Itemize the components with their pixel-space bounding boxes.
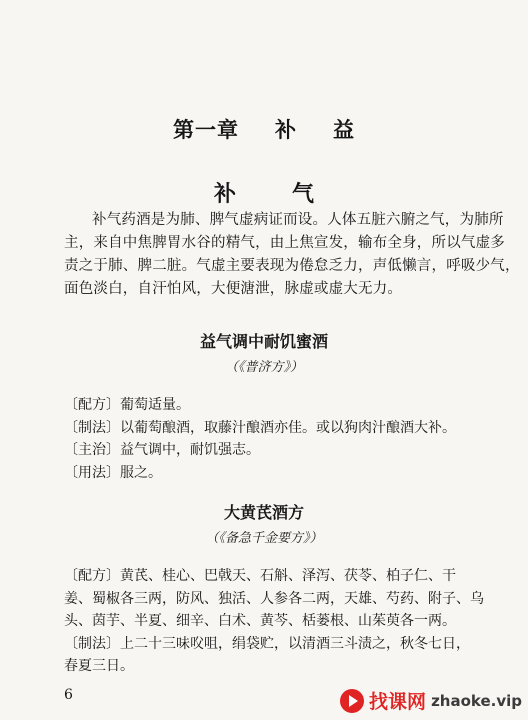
intro-line: 主，来自中焦脾胃水谷的精气，由上焦宣发，输布全身，所以气虚多: [64, 235, 505, 251]
section-char-1: 补: [213, 182, 236, 207]
chapter-label: 第一章: [173, 118, 239, 142]
chapter-word-2: 益: [333, 118, 355, 142]
chapter-title: [0, 114, 528, 144]
intro-line: 责之于肺、脾二脏。气虚主要表现为倦怠乏力，声低懒言，呼吸少气，: [64, 258, 520, 274]
chapter-word-1: 补: [275, 118, 297, 142]
recipe-2-source: （《备急千金要方》）: [205, 531, 323, 546]
recipe-2-title: 大黄芪酒方: [223, 503, 304, 522]
recipe-1-entries: [64, 394, 474, 484]
recipe-2-line: 〔制法〕上二十三味㕮咀，绢袋贮，以清酒三斗渍之，秋冬七日，: [64, 635, 470, 652]
section-char-2: 气: [292, 182, 315, 207]
recipe-1-usage: 〔用法〕服之。: [64, 464, 162, 481]
watermark: [340, 687, 522, 714]
recipe-1-ingredients: 〔配方〕葡萄适量。: [64, 397, 190, 413]
recipe-2-line: 头、茵芋、半夏、细辛、白术、黄芩、栝蒌根、山茱萸各一两。: [64, 613, 456, 629]
intro-paragraph: [64, 209, 520, 301]
recipe-1-source: （《普济方》）: [224, 360, 303, 375]
recipe-1-indication: 〔主治〕益气调中，耐饥强志。: [64, 442, 260, 458]
recipe-2-line: 春夏三日。: [64, 658, 134, 674]
recipe-1-title: 益气调中耐饥蜜酒: [199, 332, 328, 351]
page-number: 6: [64, 687, 73, 703]
recipe-2-line: 姜、蜀椒各三两，防风、独活、人参各二两，天雄、芍药、附子、乌: [64, 590, 484, 607]
section-title: [0, 177, 528, 208]
recipe-1-method: 〔制法〕以葡萄酿酒，取藤汁酿酒亦佳。或以狗肉汁酿酒大补。: [64, 419, 456, 436]
watermark-url: zhaoke.vip: [431, 691, 522, 710]
intro-line: 面色淡白，自汗怕风，大便溏泄，脉虚或虚大无力。: [64, 281, 403, 297]
recipe-2-line: 〔配方〕黄芪、桂心、巴戟天、石斛、泽泻、茯苓、柏子仁、干: [64, 568, 456, 584]
play-logo-icon: [340, 689, 364, 713]
intro-line: 补气药酒是为肺、脾气虚病证而设。人体五脏六腑之气，为肺所: [92, 212, 504, 228]
watermark-text: 找课网: [369, 691, 427, 713]
recipe-2-entries: [64, 565, 484, 678]
